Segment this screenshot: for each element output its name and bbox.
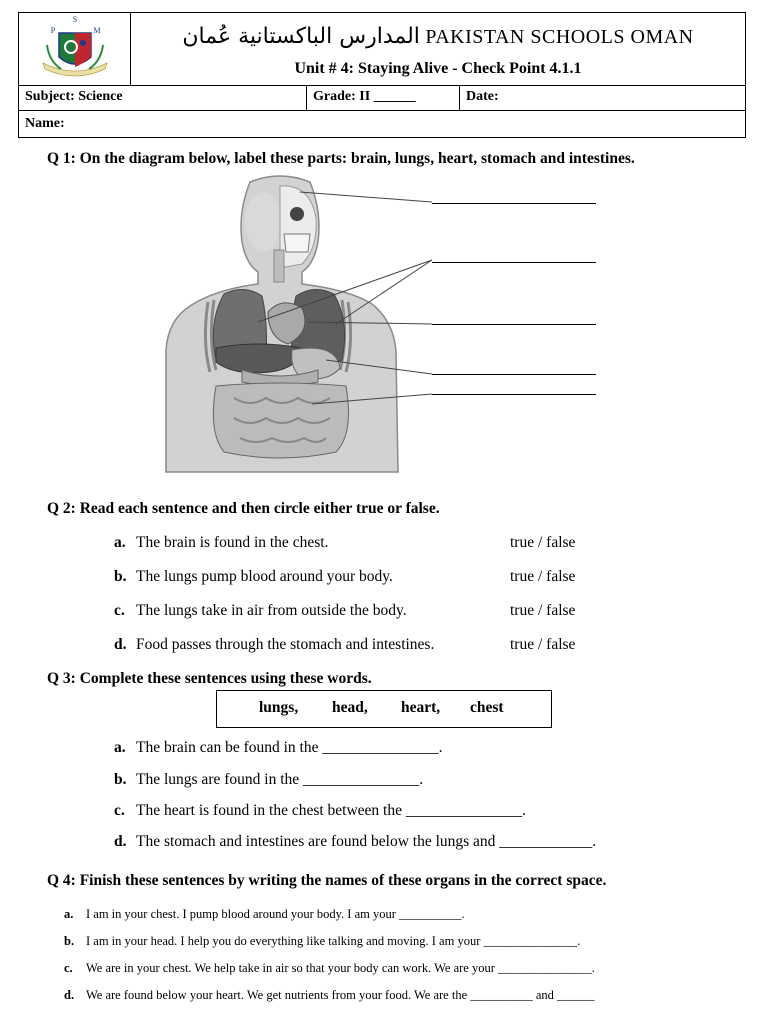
item-letter: a.: [114, 739, 126, 756]
item-letter: b.: [114, 771, 127, 788]
item-letter: a.: [64, 907, 74, 921]
word-bank-word: head,: [332, 699, 368, 716]
q2-choice-d[interactable]: true / false: [510, 636, 576, 653]
date-cell: [459, 86, 499, 110]
item-letter: d.: [114, 636, 127, 653]
grade-cell: [306, 86, 416, 110]
info-row: [19, 85, 745, 110]
school-logo: [19, 13, 131, 85]
word-bank: [216, 690, 552, 728]
unit-title: Unit # 4: Staying Alive - Check Point 4.1.1: [294, 60, 582, 77]
q3-item-d[interactable]: [114, 833, 596, 851]
q4-item-a[interactable]: [64, 907, 465, 922]
item-text: The heart is found in the chest between the _______________.: [136, 802, 526, 819]
label-line-1[interactable]: [432, 203, 596, 204]
item-text: We are found below your heart. We get nutrients from your food. We are the __________ and ______: [86, 988, 595, 1002]
q2-choice-c[interactable]: true / false: [510, 602, 576, 619]
human-body-diagram: [150, 172, 610, 480]
date-label: Date:: [466, 89, 499, 104]
label-line-3[interactable]: [432, 324, 596, 325]
item-letter: c.: [114, 602, 125, 619]
item-letter: d.: [64, 988, 75, 1002]
subject-label: Subject: Science: [25, 89, 123, 104]
word-bank-word: lungs,: [259, 699, 299, 716]
svg-text:S: S: [72, 15, 78, 24]
word-bank-word: chest: [470, 699, 504, 716]
q4-item-d[interactable]: [64, 988, 595, 1003]
item-letter: a.: [114, 534, 126, 551]
q2-item-a: [114, 534, 328, 552]
q2-item-d: [114, 636, 434, 654]
name-row: [19, 110, 745, 137]
item-text: The lungs take in air from outside the body.: [136, 602, 407, 619]
q4-item-c[interactable]: [64, 961, 595, 976]
item-text: The stomach and intestines are found below the lungs and ____________.: [136, 833, 597, 850]
item-letter: c.: [64, 961, 73, 975]
label-line-5[interactable]: [432, 394, 596, 395]
item-text: The lungs pump blood around your body.: [136, 568, 393, 585]
q3-item-b[interactable]: [114, 771, 423, 789]
q3-item-a[interactable]: [114, 739, 443, 757]
item-text: We are in your chest. We help take in air so that your body can work. We are your _______________.: [86, 961, 595, 975]
item-letter: c.: [114, 802, 125, 819]
grade-label: Grade: II ______: [313, 89, 416, 104]
title-cell: [131, 13, 745, 85]
school-name-english: PAKISTAN SCHOOLS OMAN: [425, 26, 694, 48]
item-text: The brain is found in the chest.: [136, 534, 329, 551]
q1-heading: Q 1: On the diagram below, label these parts: brain, lungs, heart, stomach and intestines.: [47, 150, 635, 167]
item-text: The brain can be found in the _______________.: [136, 739, 443, 756]
svg-text:P: P: [50, 26, 56, 35]
item-text: I am in your chest. I pump blood around your body. I am your __________.: [86, 907, 465, 921]
label-line-2[interactable]: [432, 262, 596, 263]
school-name: [131, 23, 745, 49]
worksheet-header: [18, 12, 746, 138]
q4-item-b[interactable]: [64, 934, 580, 949]
item-text: Food passes through the stomach and intestines.: [136, 636, 435, 653]
q2-item-b: [114, 568, 393, 586]
school-name-arabic: المدارس الباكستانية عُمان: [182, 24, 420, 49]
logo-cell: [19, 13, 131, 85]
q2-item-c: [114, 602, 407, 620]
item-letter: b.: [64, 934, 75, 948]
q2-heading: Q 2: Read each sentence and then circle either true or false.: [47, 500, 440, 517]
svg-text:M: M: [93, 26, 101, 35]
q3-heading: Q 3: Complete these sentences using these words.: [47, 670, 372, 687]
word-bank-word: heart,: [401, 699, 441, 716]
q2-choice-b[interactable]: true / false: [510, 568, 576, 585]
name-label: Name:: [25, 116, 65, 131]
item-letter: b.: [114, 568, 127, 585]
q4-heading: Q 4: Finish these sentences by writing the names of these organs in the correct space.: [47, 872, 607, 889]
label-line-4[interactable]: [432, 374, 596, 375]
q3-item-c[interactable]: [114, 802, 526, 820]
q2-choice-a[interactable]: true / false: [510, 534, 576, 551]
item-letter: d.: [114, 833, 127, 850]
item-text: I am in your head. I help you do everything like talking and moving. I am your _______________.: [86, 934, 581, 948]
item-text: The lungs are found in the _______________.: [136, 771, 424, 788]
